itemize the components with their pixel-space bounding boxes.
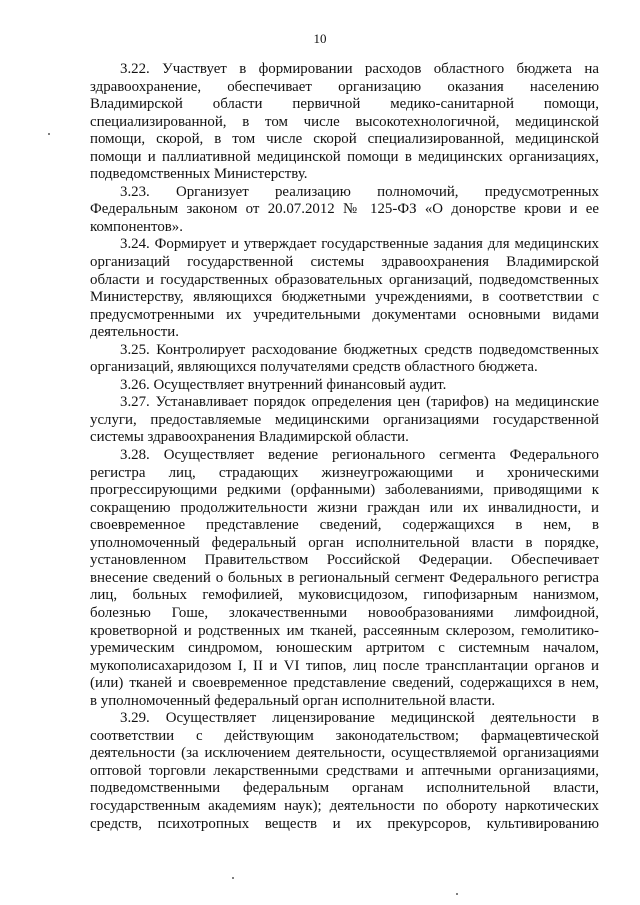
paragraph-3-29	[90, 710, 599, 833]
text-line: мукополисахаридозом I, II и VI типов, лиц после трансплантации органов и	[90, 657, 599, 674]
text-line: Федеральным законом от 20.07.2012 № 125-ФЗ «О донорстве крови и ее	[90, 201, 599, 218]
text-line: уремическим синдромом, юношеским артритом с системным началом,	[90, 640, 599, 657]
paragraph-3-24	[90, 236, 599, 341]
text-line: своевременное представление сведений, содержащихся в нем, в	[90, 517, 599, 534]
text-line: системы здравоохранения Владимирской области.	[90, 429, 409, 446]
text-line: подведомственных Министерству.	[90, 166, 308, 183]
text-line: в уполномоченный федеральный орган исполнительной власти.	[90, 692, 496, 709]
text-line: государственным академиям наук); деятельности по обороту наркотических	[90, 797, 599, 814]
text-line: соответствии с действующим законодательством; фармацевтической	[90, 727, 599, 744]
paragraph-3-27	[90, 394, 599, 447]
text-line: организаций, являющихся получателями средств областного бюджета.	[90, 359, 538, 376]
text-line: кроветворной и родственных им тканей, рассеянным склерозом, гемолитико-	[90, 622, 599, 639]
text-line: 3.28. Осуществляет ведение регионального сегмента Федерального	[120, 447, 599, 464]
text-line: лиц, больных гемофилией, муковисцидозом, гипофизарным нанизмом,	[90, 587, 599, 604]
text-line: 3.29. Осуществляет лицензирование медицинской деятельности в	[120, 710, 599, 727]
text-line: уполномоченный федеральный орган исполнительной власти в порядке,	[90, 534, 599, 551]
text-line: деятельности.	[90, 324, 179, 341]
text-line: компонентов».	[90, 218, 183, 235]
text-line: оптовой торговли лекарственными средствами и аптечными организациями,	[90, 762, 599, 779]
text-line: подведомственными федеральным органам исполнительной власти,	[90, 780, 599, 797]
text-line: 3.23. Организует реализацию полномочий, предусмотренных	[120, 183, 599, 200]
paragraph-3-26	[90, 377, 599, 395]
paragraph-3-25	[90, 342, 599, 377]
scan-speck	[232, 877, 234, 879]
text-line: области и государственных образовательных организаций, подведомственных	[90, 271, 599, 288]
scan-speck	[456, 893, 458, 895]
text-line: организаций государственной системы здравоохранения Владимирской	[90, 254, 599, 271]
text-line: 3.22. Участвует в формировании расходов областного бюджета на	[120, 61, 599, 77]
paragraph-3-22	[90, 61, 599, 184]
scan-speck	[48, 133, 50, 135]
text-line: помощи, скорой, в том числе скорой специализированной, медицинской	[90, 131, 599, 148]
document-body	[90, 61, 599, 833]
text-line: специализированной, в том числе высокотехнологичной, медицинской	[90, 113, 599, 130]
text-line: 3.24. Формирует и утверждает государственные задания для медицинских	[120, 236, 599, 253]
text-line: Владимирской области первичной медико-санитарной помощи,	[90, 96, 599, 113]
page-number: 10	[313, 31, 327, 46]
paragraph-3-23	[90, 184, 599, 237]
text-line: регистра лиц, страдающих жизнеугрожающими и хроническими	[90, 464, 599, 481]
text-line: 3.26. Осуществляет внутренний финансовый аудит.	[120, 376, 447, 393]
text-line: средств, психотропных веществ и их прекурсоров, культивированию	[90, 815, 599, 832]
text-line: Министерству, являющихся бюджетными учреждениями, в соответствии с	[90, 289, 599, 306]
text-line: услуги, предоставляемые медицинскими организациями государственной	[90, 411, 599, 428]
paragraph-3-28	[90, 447, 599, 710]
text-line: предусмотренными их учредительными документами основными видами	[90, 306, 599, 323]
text-line: внесение сведений о больных в региональный сегмент Федерального регистра	[90, 569, 599, 586]
text-line: 3.27. Устанавливает порядок определения цен (тарифов) на медицинские	[120, 394, 599, 411]
text-line: помощи и паллиативной медицинской помощи в медицинских организациях,	[90, 148, 599, 165]
text-line: (или) тканей и своевременное представление сведений, содержащихся в нем,	[90, 675, 599, 692]
text-line: сокращению продолжительности жизни граждан или их инвалидности, и	[90, 499, 599, 516]
text-line: установленном Правительством Российской Федерации. Обеспечивает	[90, 552, 599, 569]
text-line: 3.25. Контролирует расходование бюджетных средств подведомственных	[120, 341, 599, 358]
text-line: деятельности (за исключением деятельности, осуществляемой организациями	[90, 745, 599, 762]
text-line: прогрессирующими редкими (орфанными) заболеваниями, приводящими к	[90, 482, 599, 499]
text-line: здравоохранение, обеспечивает организацию оказания населению	[90, 78, 599, 95]
text-line: болезнью Гоше, злокачественными новообразованиями лимфоидной,	[90, 604, 599, 621]
